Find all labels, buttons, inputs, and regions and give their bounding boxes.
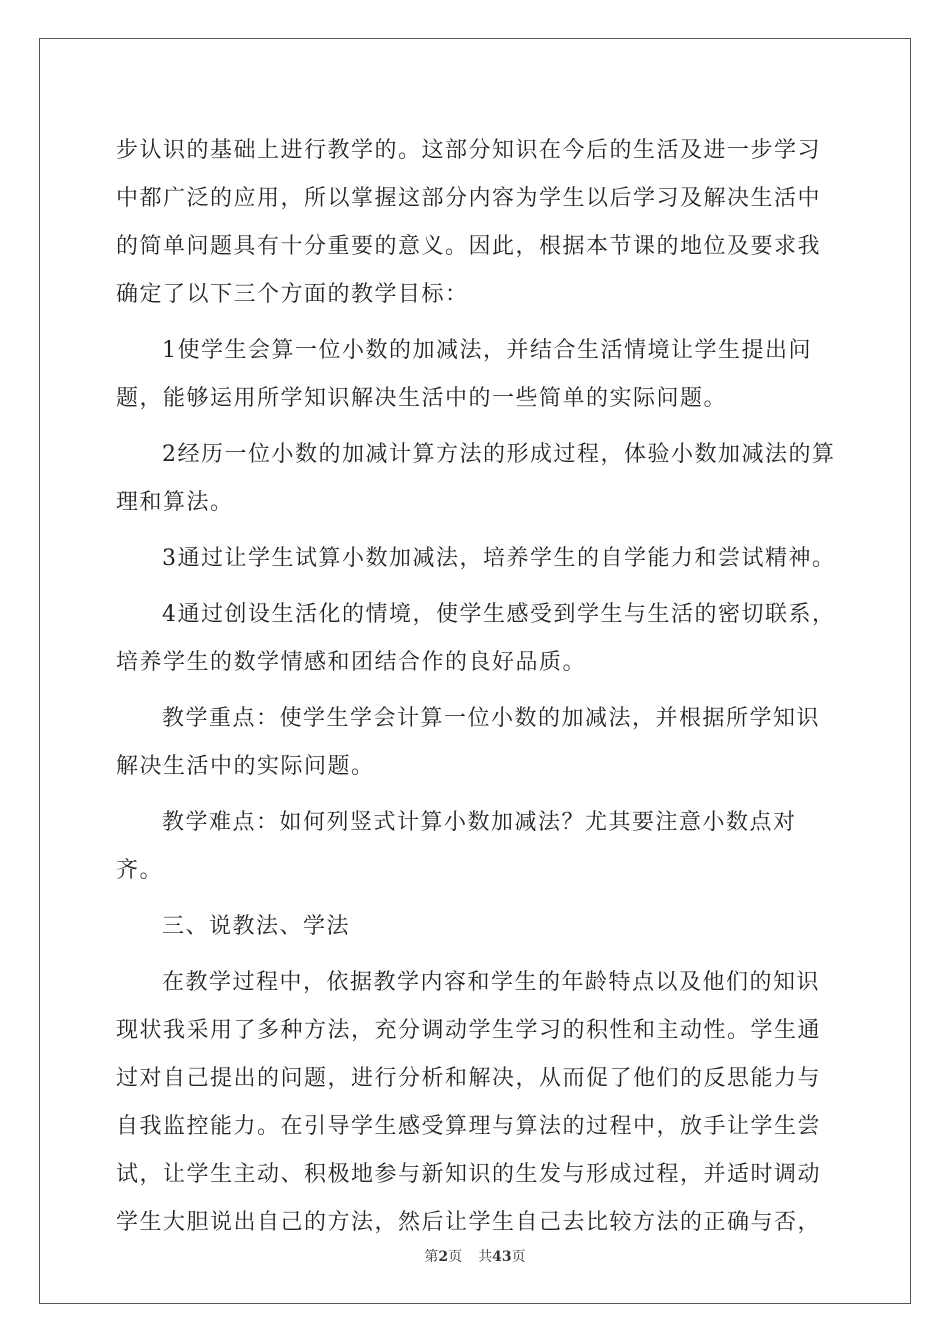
page-prefix: 第 (424, 1249, 439, 1265)
total-suffix: 页 (511, 1249, 526, 1265)
document-body (116, 127, 836, 1255)
paragraph-goal-1: 1使学生会算一位小数的加减法，并结合生活情境让学生提出问题，能够运用所学知识解决生活中的一些简单的实际问题。 (116, 338, 812, 411)
paragraph-goal-2: 2经历一位小数的加减计算方法的形成过程，体验小数加减法的算理和算法。 (116, 442, 836, 515)
paragraph-intro: 步认识的基础上进行教学的。这部分知识在今后的生活及进一步学习中都广泛的应用，所以掌握这部分内容为学生以后学习及解决生活中的简单问题具有十分重要的意义。因此，根据本节课的地位及要求我确定了以下三个方面的教学目标： (116, 138, 822, 307)
paragraph-methods: 在教学过程中，依据教学内容和学生的年龄特点以及他们的知识现状我采用了多种方法，充分调动学生学习的积性和主动性。学生通过对自己提出的问题，进行分析和解决，从而促了他们的反思能力与自我监控能力。在引导学生感受算理与算法的过程中，放手让学生尝试，让学生主动、积极地参与新知识的生发与形成过程，并适时调动学生大胆说出自己的方法，然后让学生自己去比较方法的正确与否， (116, 970, 822, 1235)
page-footer (0, 1246, 950, 1266)
paragraph-goal-3: 3通过让学生试算小数加减法，培养学生的自学能力和尝试精神。 (162, 546, 836, 571)
total-pages: 43 (492, 1249, 512, 1265)
total-prefix: 共 (478, 1249, 493, 1265)
paragraph-difficulty: 教学难点：如何列竖式计算小数加减法？尤其要注意小数点对齐。 (116, 810, 797, 883)
page-number: 2 (438, 1249, 449, 1265)
paragraph-goal-4: 4通过创设生活化的情境，使学生感受到学生与生活的密切联系，培养学生的数学情感和团结合作的良好品质。 (116, 602, 836, 675)
section-heading-methods: 三、说教法、学法 (162, 914, 351, 939)
page-suffix: 页 (448, 1249, 463, 1265)
paragraph-key-point: 教学重点：使学生学会计算一位小数的加减法，并根据所学知识解决生活中的实际问题。 (116, 706, 821, 779)
